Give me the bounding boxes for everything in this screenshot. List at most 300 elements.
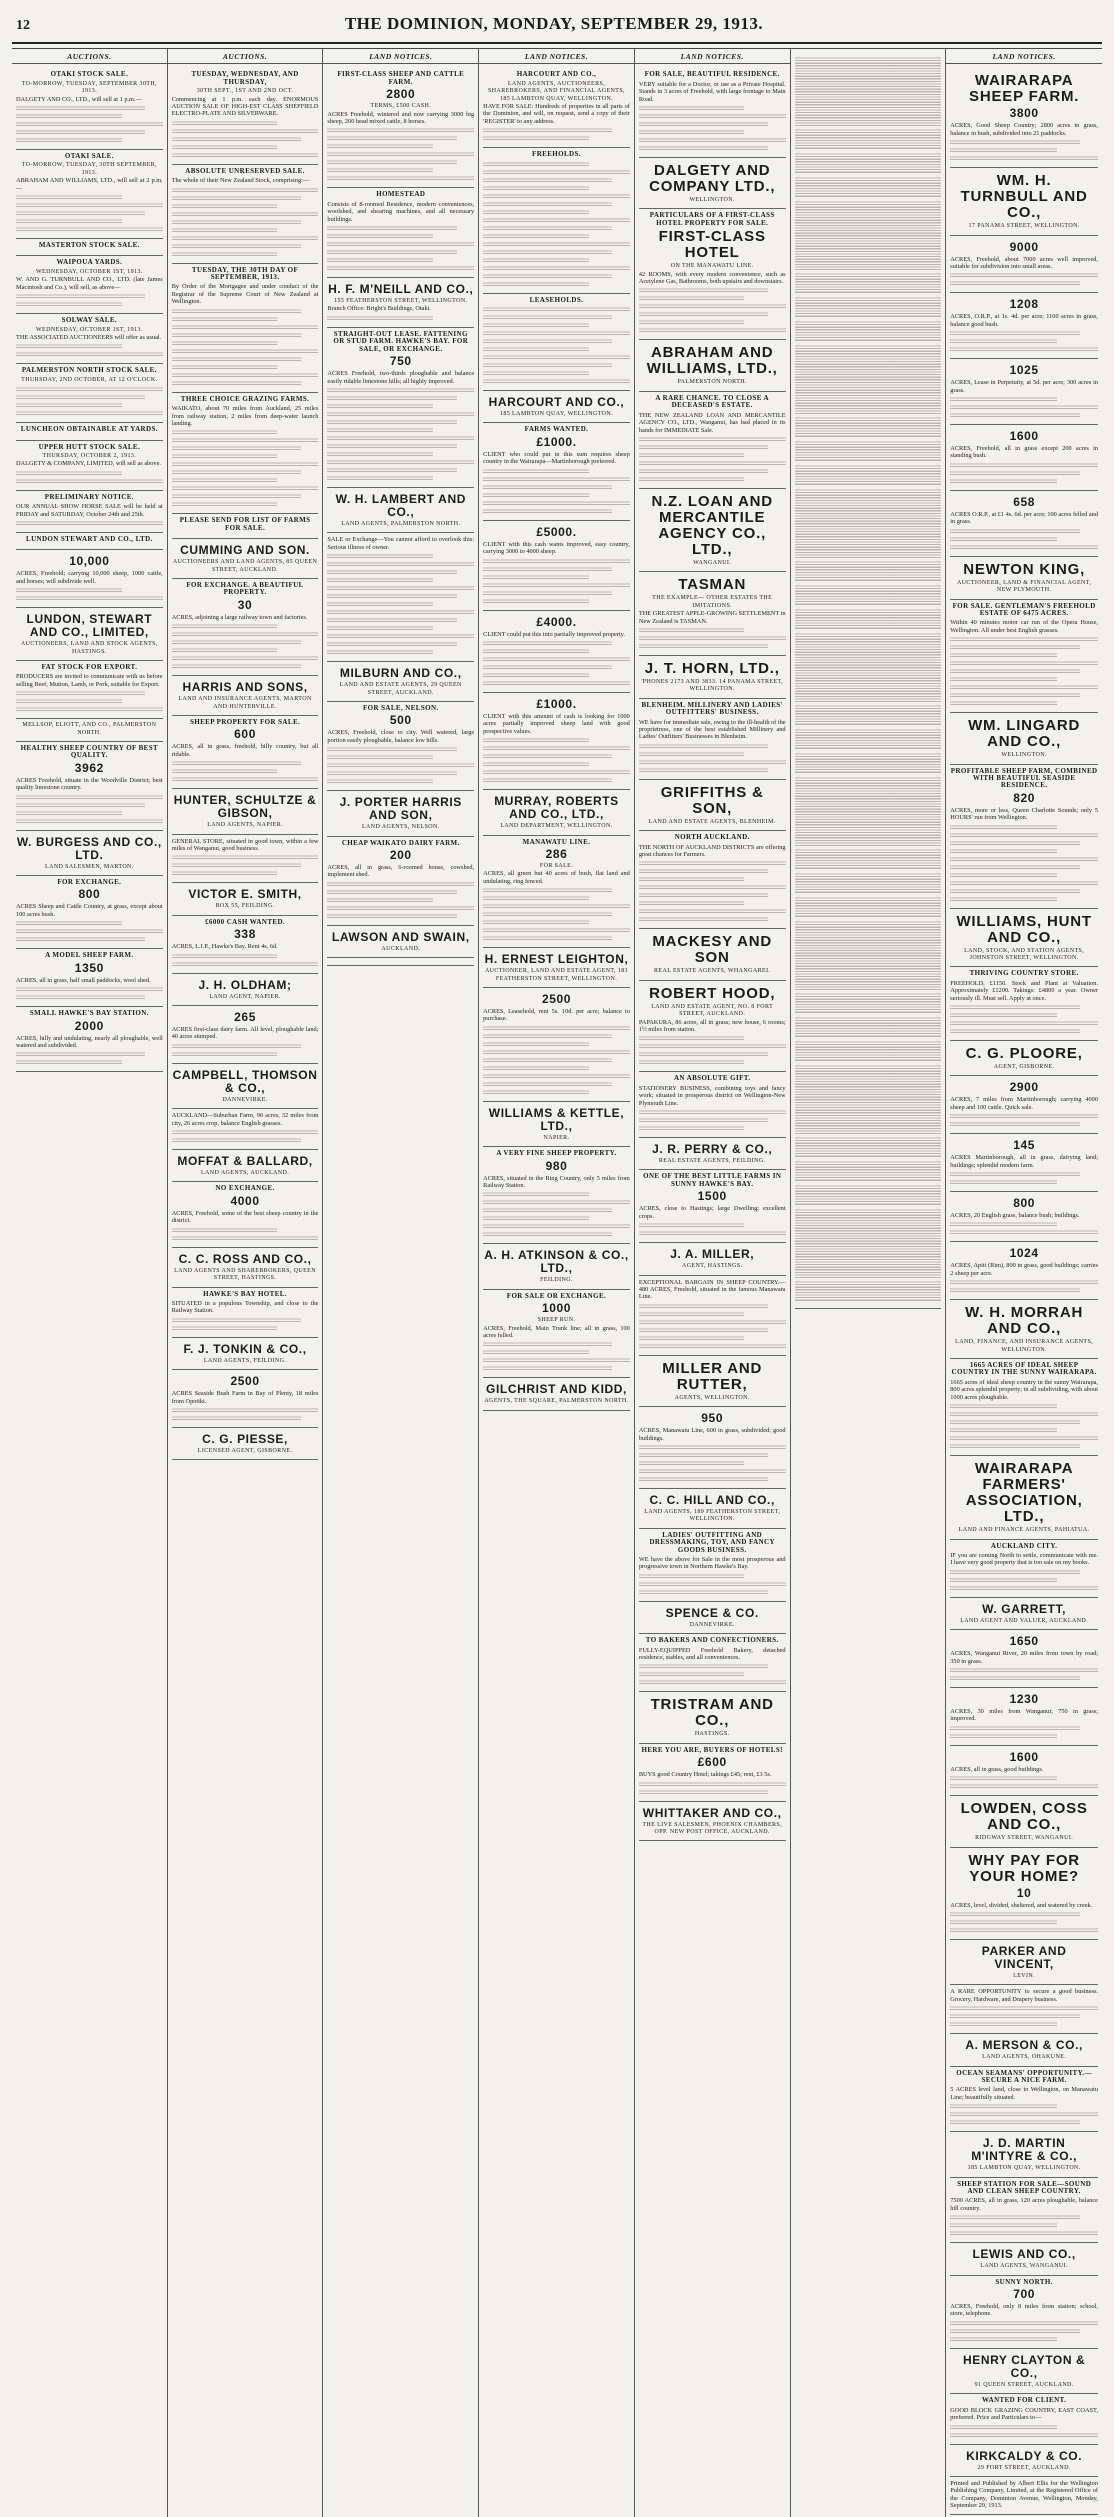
text-line [483,1223,630,1229]
ad-display-text: J. H. OLDHAM; [198,977,292,992]
text-line [327,577,433,583]
ad-subheading: LAND AND ESTATE AGENT, NO. 8 FORT STREET, AUCKLAND. [651,1003,774,1018]
ad-body-text: ACRES, hilly and undulating, nearly all ploughable, well watered and subdivided. [16,1034,163,1049]
ad-display-text: 286 [545,846,568,861]
ad-display-text: LUNDON, STEWART AND CO., LIMITED, [26,612,153,640]
ad-body-text: THE NEW ZEALAND LOAN AND MERCANTILE AGENCY CO., LTD., Wanganui, has had placed in its hands for IMMEDIATE Sale. [638,411,786,434]
text-line [950,1221,1056,1227]
text-line [327,257,433,263]
text-line [483,558,630,564]
ad-display-text: 950 [701,1411,724,1426]
ad-heading: FOR SALE. GENTLEMAN'S FREEHOLD ESTATE OF 6475 ACRES. [952,601,1096,617]
text-line [950,1577,1056,1583]
ad-display-text: 1600 [1009,429,1039,444]
advertisement [16,68,163,150]
ad-body-text: PRODUCERS are invited to communicate with us before selling Beef, Mutton, Lamb, or Pork, suitable for Export. [16,673,163,688]
ad-heading: TUESDAY, THE 30TH DAY OF SEPTEMBER, 1913. [191,265,299,282]
text-line [483,484,612,490]
advertisement [327,328,474,488]
ad-display-text: W. BURGESS AND CO., LTD. [16,834,162,862]
text-line [16,698,122,704]
text-line [483,1215,589,1221]
text-line [172,1043,301,1049]
text-line [327,601,433,607]
text-line [327,905,474,911]
ad-display-text: 2500 [541,991,572,1006]
text-line [950,1927,1098,1933]
ad-display-text: 500 [389,713,412,728]
text-line [16,394,145,400]
text-line [483,370,589,376]
ad-body-text: Within 40 minutes motor car run of the Opera House, Wellington. All under best English grasses. [950,619,1098,634]
ad-body-text: PAPAKURA, 86 acres, all in grass; new house, 6 rooms; 1½ miles from station. [638,1018,786,1034]
ad-heading: HEALTHY SHEEP COUNTRY OF BEST QUALITY. [20,744,159,760]
text-line [483,233,589,239]
ad-advertiser: ABRAHAM AND WILLIAMS, LTD., [646,344,778,378]
ad-display-text: £4000. [536,614,577,629]
ad-advertiser: WAIRARAPA SHEEP FARM. [969,72,1080,106]
ad-heading: PALMERSTON NORTH STOCK SALE. [21,366,157,375]
text-line [483,322,589,328]
advertisement [795,51,942,1309]
ad-body-text: CLIENT with this amount of cash is looking for 1000 acres partially improved sheep land with good prospective values. [483,712,630,735]
advertisement [950,236,1098,294]
advertisement [639,699,786,780]
ad-display-text: £600 [697,1755,727,1770]
advertisement [172,1288,319,1338]
ad-body-text: VERY suitable for a Doctor, or use as a Private Hospital. Stands in 3 acres of Freehold, with large frontage to Main Road. [638,80,786,103]
ad-display-text: 200 [389,847,412,862]
text-line [172,332,301,338]
ad-body-text: ACRES, Freehold, only 8 miles from station; school, store, telephone. [950,2303,1098,2318]
text-line [950,700,1056,706]
text-line [639,129,745,135]
text-line [16,936,145,942]
ad-body-text: 7500 ACRES, all in grass, 120 acres ploughable, balance hill country. [950,2197,1098,2212]
text-line [483,193,630,199]
advertisement [16,423,163,440]
text-line [327,419,456,425]
advertisement [16,949,163,1007]
ad-display-text: MOFFAT & BALLARD, [177,1154,313,1169]
text-line [327,225,456,231]
ad-subheading: 185 LAMBTON QUAY, WELLINGTON. [967,2165,1081,2172]
text-line [950,2013,1080,2019]
ad-heading: STRAIGHT-OUT LEASE. FATTENING OR STUD FARM. HAWKE'S BAY. FOR SALE, OR EXCHANGE. [333,329,469,353]
ad-display-text: £5000. [536,524,577,539]
ad-display-text: 600 [234,727,256,742]
column-heading: LAND NOTICES. [635,51,790,64]
ad-subheading: DANNEVIRKE. [222,1096,268,1103]
ad-heading: PLEASE SEND FOR LIST OF FARMS FOR SALE. [179,516,311,532]
text-line [795,1064,942,1134]
ad-heading: WAIPOUA YARDS. [56,258,123,267]
ad-heading: MANAWATU LINE. [522,837,591,846]
ad-body-text: ACRES, Freehold, all in grass except 200 acres in standing bush. [950,445,1098,460]
text-line [16,520,163,526]
text-line [172,219,301,225]
ad-body-text: GOOD BLOCK GRAZING COUNTRY, EAST COAST, preferred. Price and Particulars to— [950,2406,1098,2422]
text-line [950,1411,1098,1417]
advertisement [327,533,474,662]
text-line [639,1581,786,1587]
column-4 [479,49,635,2517]
ad-body-text: OUR ANNUAL SHOW HORSE SALE will be held at FRIDAY and SATURDAY, October 24th and 25th. [16,503,163,518]
ad-display-text: PARKER AND VINCENT, [981,1943,1067,1971]
advertisement [950,600,1098,714]
ad-body-text: EXCEPTIONAL BARGAIN IN SHEEP COUNTRY.—480 ACRES, Freehold, situated in the famous Manawatu Line. [638,1278,786,1301]
ad-heading: SHEEP STATION FOR SALE—SOUND AND CLEAN SHEEP COUNTRY. [957,2179,1092,2196]
text-line [950,338,1056,344]
ad-subheading: AUCKLAND. [381,945,421,952]
advertisement [639,1802,786,1842]
ad-heading: FOR SALE OR EXCHANGE. [506,1291,607,1300]
text-line [795,584,942,606]
text-line [172,453,278,459]
text-line [795,1280,942,1302]
advertisement [483,611,630,693]
ad-advertiser: WILLIAMS, HUNT AND CO., [956,912,1092,946]
ad-subheading: AUCTIONEERS AND LAND AGENTS, 85 QUEEN STREET, AUCKLAND. [172,559,318,573]
ad-display-text: HARCOURT AND CO., [488,395,625,410]
ad-body-text: CLIENT could put this into partially improved property. [483,630,625,638]
text-line [483,656,630,662]
text-line [327,387,474,393]
text-line [483,185,589,191]
text-line [483,378,630,384]
text-line [327,127,474,133]
text-line [172,663,301,669]
ad-body-text: WAIKATO, about 70 miles from Auckland, 25 miles from railway station, 2 miles from deep-water launch landing. [171,405,319,427]
text-line [172,203,278,209]
ad-body-text: WE have the above for Sale in the most prosperous and progressive town in Northern Hawke's Bay. [638,1555,786,1571]
ad-body-text: By Order of the Mortgagee and under conduct of the Registrar of the Supreme Court of New Zealand at Wellington. [171,283,319,306]
ad-body-text: The whole of their New Zealand Stock, comprising:— [171,177,310,185]
text-line [639,327,786,333]
text-line [483,1025,630,1031]
text-line [639,452,745,458]
text-line [16,410,163,416]
text-line [639,767,768,773]
text-line [950,2432,1098,2438]
text-line [639,113,786,119]
text-line [639,1444,786,1450]
ad-heading: AN ABSOLUTE GIFT. [673,1074,751,1083]
ad-display-text: 1650 [1009,1634,1039,1649]
text-line [795,608,942,630]
text-line [639,1303,768,1309]
advertisement [950,1940,1098,1985]
advertisement [639,831,786,929]
advertisement [950,1041,1098,1076]
text-line [327,641,456,647]
ad-heading: SHEEP PROPERTY FOR SALE. [189,717,301,726]
ad-heading: SMALL HAWKE'S BAY STATION. [29,1009,149,1018]
advertisement [16,533,163,550]
ad-body-text: ACRES, L.I.P., Hawke's Bay. Rent 4s. 6d. [171,943,278,951]
ad-display-text: 1230 [1009,1691,1039,1706]
text-line [16,706,163,712]
ad-advertiser: ROBERT HOOD, [649,984,776,1002]
text-line [950,155,1098,161]
text-line [327,315,433,321]
text-line [639,1311,745,1317]
text-line [483,135,589,141]
text-line [639,868,768,874]
text-line [950,872,1056,878]
text-line [16,351,163,357]
ad-body-text: ACRES, Lease in Perpetuity, at 5d. per acre; 300 acres in grass. [950,379,1098,394]
advertisement [16,876,163,949]
text-line [327,151,474,157]
text-line [327,569,456,575]
text-line [639,751,745,757]
text-line [950,1725,1080,1731]
text-line [327,913,456,919]
ad-subheading: LAND AGENTS, FEILDING. [203,1357,287,1364]
ad-advertiser: TASMAN [678,576,747,594]
ad-body-text: ACRES, Manawatu Line, 600 in grass, subdivided; good buildings. [638,1427,786,1442]
newspaper-title: THE DOMINION, MONDAY, SEPTEMBER 29, 1913. [344,14,764,33]
text-line [950,1012,1056,1018]
advertisement [327,702,474,791]
advertisement [950,1630,1098,1688]
advertisement [483,948,630,988]
text-line [483,169,630,175]
ad-body-text: W. AND G. TURNBULL AND CO., LTD. (late James Macintosh and Co.), will sell, as above— [16,276,163,291]
ad-heading: NO EXCHANGE. [215,1184,275,1193]
text-line [172,227,278,233]
ad-display-text: J. D. MARTIN M'INTYRE & CO., [971,2136,1078,2164]
text-line [950,1783,1098,1789]
advertisement [483,68,630,148]
text-line [16,470,122,476]
text-line [16,478,163,484]
ad-display-text: £1000. [536,696,577,711]
ad-subheading: LAND AND INSURANCE AGENTS, MARTON AND HUNTERVILLE. [178,696,312,710]
ad-display-text: 30 [237,597,253,612]
advertisement [950,1985,1098,2034]
text-line [795,728,942,750]
text-line [327,617,456,623]
text-line [950,1171,1080,1177]
text-line [950,280,1080,286]
text-line [950,692,1080,698]
text-line [172,372,319,378]
text-line [950,404,1098,410]
ad-heading: FOR EXCHANGE. A BEAUTIFUL PROPERTY. [186,580,304,597]
advertisement [950,713,1098,764]
text-line [327,746,456,752]
text-line [639,1573,745,1579]
advertisement [639,656,786,699]
ad-subheading: LICENSED AGENT, GISBORNE. [197,1447,293,1454]
advertisement [639,572,786,656]
text-line [950,2214,1080,2220]
text-line [16,210,145,216]
text-line [172,477,278,483]
ad-display-text: 1024 [1009,1246,1039,1261]
ad-display-text: 658 [1013,494,1036,509]
ad-advertiser: MILLER AND RUTTER, [662,1359,763,1393]
text-line [483,306,630,312]
text-line [950,272,1098,278]
text-line [795,1208,942,1278]
ad-heading: PRELIMINARY NOTICE. [44,492,134,501]
advertisement [639,929,786,980]
ad-advertiser: C. G. PLOORE, [965,1045,1083,1062]
ad-heading: ONE OF THE BEST LITTLE FARMS IN SUNNY HAWKE'S BAY. [643,1172,782,1188]
text-line [327,649,433,655]
ad-subheading: SHEEP RUN. [537,1317,576,1324]
text-line [483,265,630,271]
column-heading: AUCTIONS. [168,51,323,64]
text-line [172,364,278,370]
ad-body-text: CLIENT who could put in this sum requires sheep country in the Wairarapa—Martinborough preferred. [483,450,630,466]
text-line [483,338,612,344]
text-line [327,395,456,401]
text-line [950,1435,1098,1441]
text-line [172,631,319,637]
text-line [483,492,589,498]
text-line [172,187,319,193]
ad-display-text: 10 [1016,1885,1032,1900]
text-line [795,992,942,1014]
advertisement [639,780,786,831]
text-line [795,752,942,774]
text-line [483,209,589,215]
text-line [950,528,1080,534]
ad-subheading: THURSDAY, 2ND OCTOBER, AT 12 O'CLOCK. [21,376,158,383]
text-line [950,856,1098,862]
advertisement [483,988,630,1102]
ad-body-text: ACRES Martinborough, all in grass, dairying land; buildings; splendid modern farm. [950,1154,1098,1169]
ad-display-text: 800 [78,887,101,902]
text-line [950,1229,1098,1235]
text-line [483,1049,630,1055]
ad-display-text: 3962 [74,760,104,775]
ad-display-text: 800 [1013,1196,1036,1211]
text-line [950,1911,1080,1917]
text-line [795,1184,942,1206]
text-line [172,136,301,142]
text-line [639,743,768,749]
advertisement [639,68,786,158]
text-line [327,593,456,599]
advertisement [950,557,1098,600]
text-line [172,768,278,774]
text-line [327,585,474,591]
text-line [483,1365,612,1371]
ad-heading: SUNNY NORTH. [995,2277,1053,2286]
advertisement [16,742,163,831]
ad-heading: TUESDAY, WEDNESDAY, AND THURSDAY, [191,70,299,86]
text-line [483,574,589,580]
text-line [483,314,612,320]
ad-subheading: AGENT, GISBORNE. [993,1064,1055,1070]
ad-body-text: ACRES, Wanganui River, 20 miles from town by road; 350 in grass. [950,1650,1098,1665]
text-line [950,2119,1080,2125]
advertisement [327,958,474,966]
advertisement [639,1407,786,1489]
ad-subheading: BOX 55, FEILDING. [215,903,275,910]
ad-subheading: LAND AGENTS, OHAKUNE. [982,2054,1067,2061]
text-line [16,301,122,307]
ad-heading: LUNDON STEWART AND CO., LTD. [26,534,153,543]
text-line [16,218,122,224]
text-line [639,1589,768,1595]
text-line [16,194,122,200]
text-line [483,1065,589,1071]
text-line [795,152,942,174]
advertisement [172,883,319,915]
text-line [639,145,768,151]
ad-heading: WANTED FOR CLIENT. [981,2396,1067,2405]
advertisement [483,294,630,391]
ad-advertiser: WHY PAY FOR YOUR HOME? [968,1851,1080,1885]
text-line [950,1179,1056,1185]
text-line [639,1343,786,1349]
column-7 [946,49,1102,2517]
text-line [639,1117,768,1123]
text-line [950,684,1098,690]
text-line [639,1679,786,1685]
text-line [483,887,612,893]
text-line [483,648,589,654]
text-line [950,676,1056,682]
text-line [327,427,433,433]
text-line [950,880,1098,886]
ad-body-text: Branch Office: Bright's Buildings, Otaki. [327,305,431,313]
ad-body-text: ACRES, Apiti (Rim), 800 in grass, good buildings; carries 2 sheep per acre. [950,1262,1098,1277]
text-line [327,233,433,239]
ad-subheading: LAND AND ESTATE AGENTS, 29 QUEEN STREET, AUCKLAND. [339,682,462,696]
text-line [483,919,589,925]
text-line [950,1403,1056,1409]
text-line [483,1041,589,1047]
ad-subheading: LAND, FINANCE, AND INSURANCE AGENTS, WELLINGTON. [955,1339,1094,1353]
text-line [172,437,319,443]
text-line [483,362,612,368]
text-line [483,590,612,596]
advertisement [950,2243,1098,2275]
text-line [795,440,942,462]
ad-subheading: LAND AGENTS, 189 FEATHERSTON STREET, WELLINGTON. [644,1508,781,1523]
text-line [327,175,474,181]
ad-body-text: ACRES, all in grass, 6-roomed house, cowshed, implement shed. [327,863,475,879]
ad-subheading: FOR SALE. [539,862,574,869]
text-line [483,346,589,352]
text-line [483,1191,589,1197]
text-line [172,1325,278,1331]
text-line [950,2320,1098,2326]
text-line [950,1427,1056,1433]
advertisement [950,359,1098,425]
text-line [950,1419,1080,1425]
text-line [639,1043,786,1049]
text-line [639,1230,786,1236]
ad-heading: TO BAKERS AND CONFECTIONERS. [645,1636,779,1645]
advertisement [172,579,319,676]
text-line [950,1569,1080,1575]
ad-subheading: LEVIN. [1013,1972,1036,1979]
text-line [795,776,942,846]
text-line [172,316,278,322]
ad-body-text: ACRES, 20 English grass, balance bush; buildings. [950,1212,1080,1220]
text-line [327,881,474,887]
text-line [483,680,630,686]
ad-subheading: WEDNESDAY, OCTOBER 1ST, 1913. [35,326,143,333]
